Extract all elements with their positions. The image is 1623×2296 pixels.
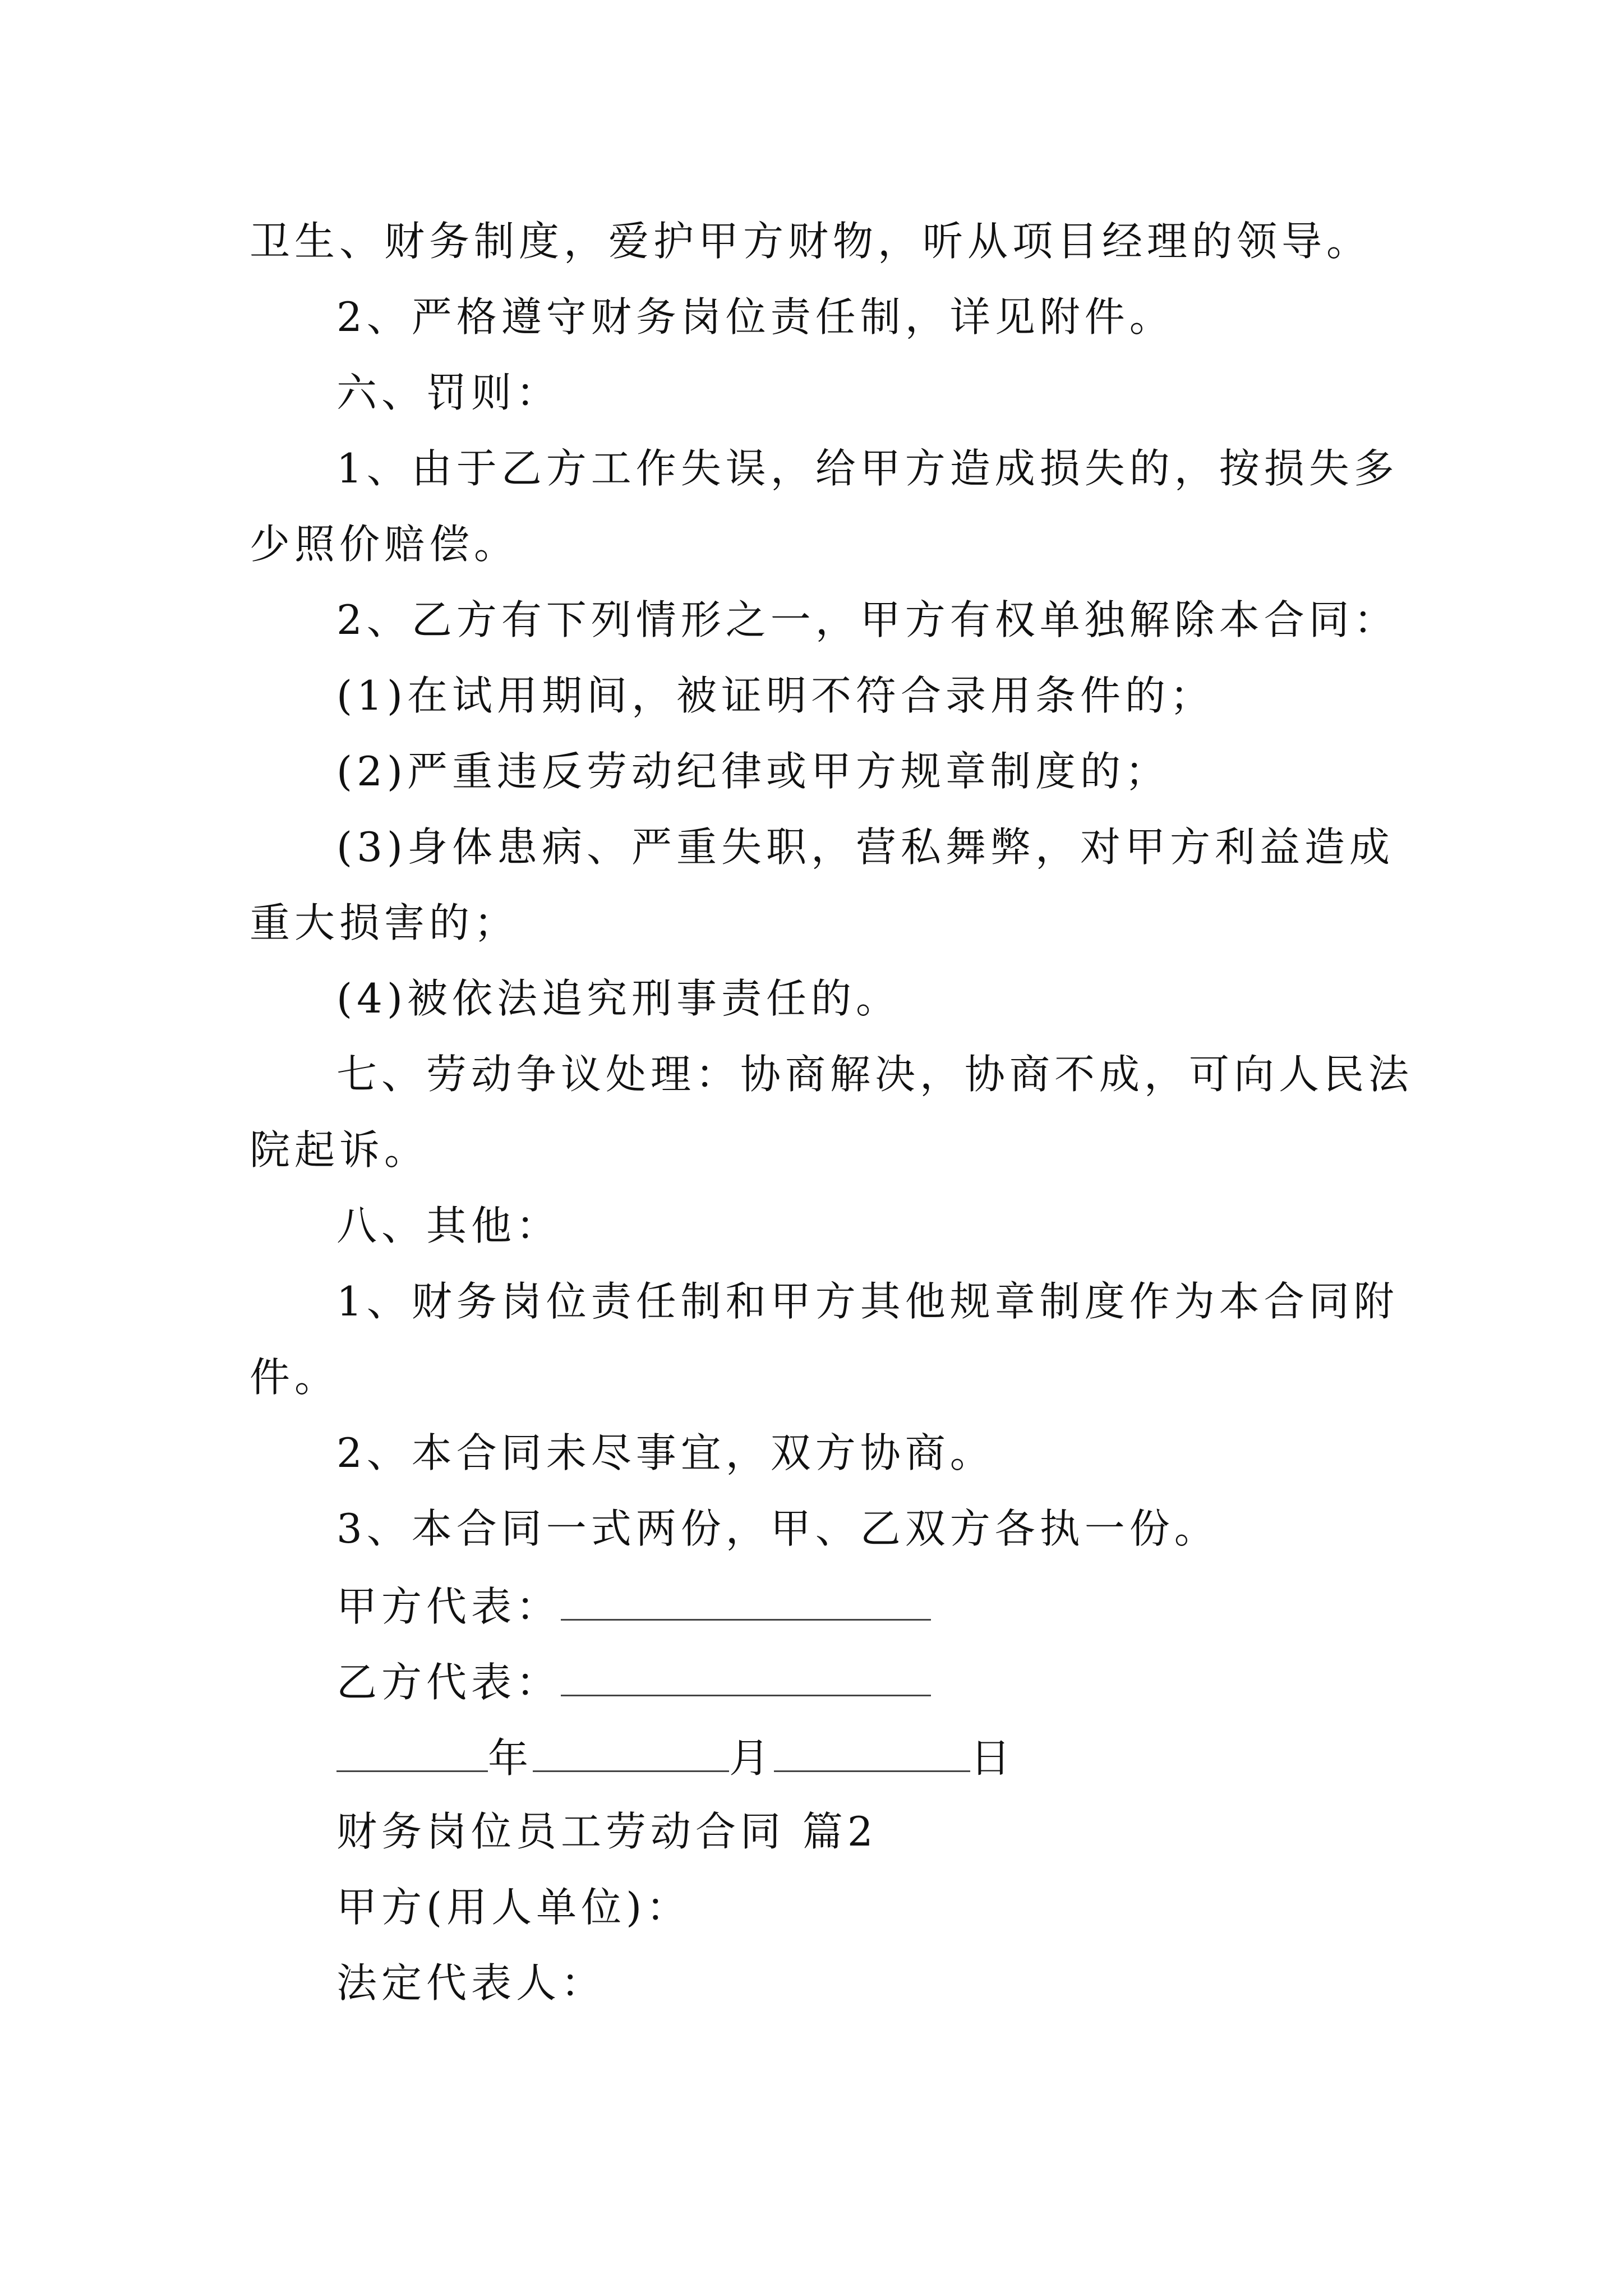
day-blank[interactable] bbox=[774, 1728, 970, 1772]
paragraph-line: 院起诉。 bbox=[250, 1126, 430, 1174]
section-heading: 七、劳动争议处理：协商解决，协商不成，可向人民法 bbox=[336, 1051, 1414, 1098]
party-a-blank[interactable] bbox=[561, 1576, 931, 1621]
paragraph-line: 3、本合同一式两份，甲、乙双方各执一份。 bbox=[336, 1505, 1219, 1552]
paragraph-line: 2、乙方有下列情形之一，甲方有权单独解除本合同： bbox=[336, 596, 1399, 643]
employer-field: 甲方(用人单位)： bbox=[336, 1884, 691, 1931]
section-heading: 六、罚则： bbox=[336, 369, 561, 416]
paragraph-line: 少照价赔偿。 bbox=[250, 521, 519, 568]
party-b-blank[interactable] bbox=[561, 1652, 931, 1696]
section-heading: 八、其他： bbox=[336, 1202, 561, 1249]
legal-rep-field: 法定代表人： bbox=[336, 1959, 606, 2007]
paragraph-line: 2、严格遵守财务岗位责任制，详见附件。 bbox=[336, 293, 1174, 341]
paragraph-line: 件。 bbox=[250, 1354, 340, 1401]
party-a-label: 甲方代表： bbox=[336, 1583, 561, 1630]
signature-line-party-b bbox=[336, 1652, 931, 1710]
date-line bbox=[336, 1728, 1015, 1786]
list-item: (2)严重违反劳动纪律或甲方规章制度的； bbox=[336, 748, 1170, 795]
paragraph-line: 1、由于乙方工作失误，给甲方造成损失的，按损失多 bbox=[336, 445, 1399, 492]
party-b-label: 乙方代表： bbox=[336, 1659, 561, 1706]
paragraph-line: 卫生、财务制度，爱护甲方财物，听从项目经理的领导。 bbox=[250, 218, 1372, 265]
list-item: (3)身体患病、严重失职，营私舞弊，对甲方利益造成 bbox=[336, 823, 1394, 871]
list-item: (1)在试用期间，被证明不符合录用条件的； bbox=[336, 672, 1215, 719]
paragraph-line: 1、财务岗位责任制和甲方其他规章制度作为本合同附 bbox=[336, 1278, 1399, 1325]
month-blank[interactable] bbox=[533, 1728, 729, 1772]
section-title: 财务岗位员工劳动合同 篇2 bbox=[336, 1808, 878, 1855]
day-label: 日 bbox=[970, 1734, 1016, 1782]
list-item: (4)被依法追究刑事责任的。 bbox=[336, 975, 901, 1022]
signature-line-party-a bbox=[336, 1576, 931, 1635]
year-label: 年 bbox=[488, 1734, 533, 1782]
paragraph-line: 重大损害的； bbox=[250, 899, 519, 946]
year-blank[interactable] bbox=[336, 1728, 488, 1772]
paragraph-line: 2、本合同未尽事宜，双方协商。 bbox=[336, 1429, 995, 1476]
month-label: 月 bbox=[729, 1734, 774, 1782]
